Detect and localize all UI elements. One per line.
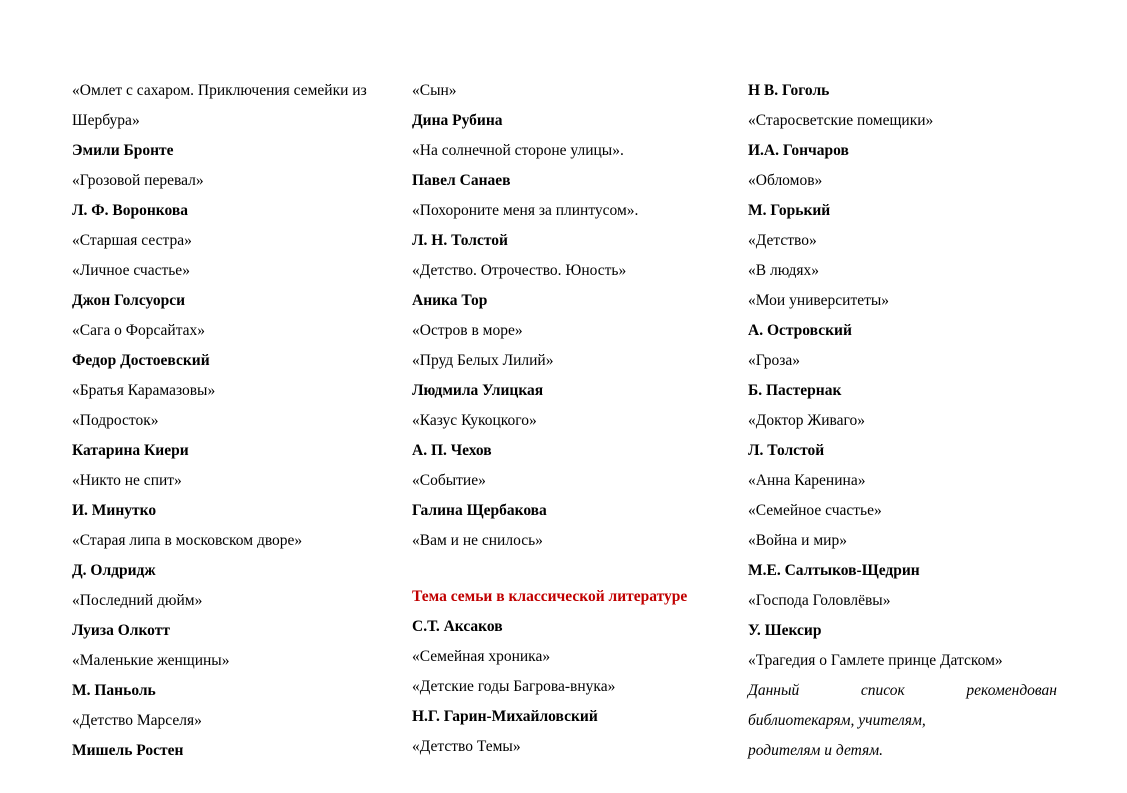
closing-note-line-3: родителям и детям. xyxy=(748,742,883,759)
list-item: «Доктор Живаго» xyxy=(748,412,865,429)
list-item: «Событие» xyxy=(412,472,486,489)
list-item: «Гроза» xyxy=(748,352,800,369)
list-item: Б. Пастернак xyxy=(748,382,842,399)
list-item: «Война и мир» xyxy=(748,532,847,549)
list-item: «В людях» xyxy=(748,262,820,279)
list-item: Аника Тор xyxy=(412,292,488,309)
list-item: «Детство. Отрочество. Юность» xyxy=(412,262,627,279)
list-item: Л. Толстой xyxy=(748,442,825,459)
list-item: Мишель Ростен xyxy=(72,742,184,759)
column-2 xyxy=(412,76,748,762)
list-item: «Старшая сестра» xyxy=(72,232,192,249)
list-item: «Старосветские помещики» xyxy=(748,112,934,129)
list-item: «Сага о Форсайтах» xyxy=(72,322,206,339)
list-item: «Семейная хроника» xyxy=(412,648,551,665)
closing-note-line-2: библиотекарям, учителям, xyxy=(748,712,926,729)
column-3 xyxy=(748,76,1057,766)
list-item: Луиза Олкотт xyxy=(72,622,170,639)
closing-note xyxy=(748,676,1057,766)
list-item: М. Горький xyxy=(748,202,831,219)
list-item: Л. Ф. Воронкова xyxy=(72,202,188,219)
list-item: Павел Санаев xyxy=(412,172,511,189)
list-item: «Анна Каренина» xyxy=(748,472,866,489)
list-item: «Пруд Белых Лилий» xyxy=(412,352,554,369)
list-item: «Трагедия о Гамлете принце Датском» xyxy=(748,652,1003,669)
list-item: И.А. Гончаров xyxy=(748,142,849,159)
list-item: «Никто не спит» xyxy=(72,472,182,489)
list-item: Н.Г. Гарин-Михайловский xyxy=(412,708,598,725)
list-item: Людмила Улицкая xyxy=(412,382,544,399)
list-item: Д. Олдридж xyxy=(72,562,156,579)
list-item: М. Паньоль xyxy=(72,682,156,699)
columns-container xyxy=(72,76,1057,766)
list-item: И. Минутко xyxy=(72,502,157,519)
list-item: «Детские годы Багрова-внука» xyxy=(412,678,616,695)
list-item: Галина Щербакова xyxy=(412,502,547,519)
list-item: «Братья Карамазовы» xyxy=(72,382,216,399)
list-item: «Господа Головлёвы» xyxy=(748,592,891,609)
section-heading: Тема семьи в классической литературе xyxy=(412,588,688,605)
list-item: «Обломов» xyxy=(748,172,823,189)
list-item: «Грозовой перевал» xyxy=(72,172,204,189)
list-item: А. П. Чехов xyxy=(412,442,492,459)
list-item: Федор Достоевский xyxy=(72,352,210,369)
list-item: А. Островский xyxy=(748,322,852,339)
list-item: «Вам и не снилось» xyxy=(412,532,543,549)
list-item: У. Шексир xyxy=(748,622,822,639)
list-item: Дина Рубина xyxy=(412,112,503,129)
list-item: «Детство» xyxy=(748,232,817,249)
list-item: Джон Голсуорси xyxy=(72,292,186,309)
list-item: М.Е. Салтыков-Щедрин xyxy=(748,562,920,579)
list-item: «Детство Темы» xyxy=(412,738,521,755)
list-item: Н В. Гоголь xyxy=(748,82,830,99)
list-item: «Подросток» xyxy=(72,412,159,429)
list-item: «Последний дюйм» xyxy=(72,592,203,609)
list-item: «Семейное счастье» xyxy=(748,502,882,519)
list-item: Катарина Киери xyxy=(72,442,189,459)
list-item: «Личное счастье» xyxy=(72,262,190,279)
list-item: С.Т. Аксаков xyxy=(412,618,503,635)
list-item: «Остров в море» xyxy=(412,322,523,339)
column-1 xyxy=(72,76,412,766)
list-item: «Маленькие женщины» xyxy=(72,652,230,669)
list-item: «Мои университеты» xyxy=(748,292,890,309)
list-item: Л. Н. Толстой xyxy=(412,232,508,249)
list-item: «Детство Марселя» xyxy=(72,712,202,729)
list-item: «Похороните меня за плинтусом». xyxy=(412,202,639,219)
list-item: «Казус Кукоцкого» xyxy=(412,412,537,429)
list-item: Эмили Бронте xyxy=(72,142,174,159)
list-item: «Омлет с сахаром. Приключения семейки из Шербура» xyxy=(72,82,367,129)
list-item: «На солнечной стороне улицы». xyxy=(412,142,624,159)
closing-note-line-1: Данный список рекомендован xyxy=(748,682,1057,699)
list-item: «Сын» xyxy=(412,82,457,99)
list-item: «Старая липа в московском дворе» xyxy=(72,532,303,549)
